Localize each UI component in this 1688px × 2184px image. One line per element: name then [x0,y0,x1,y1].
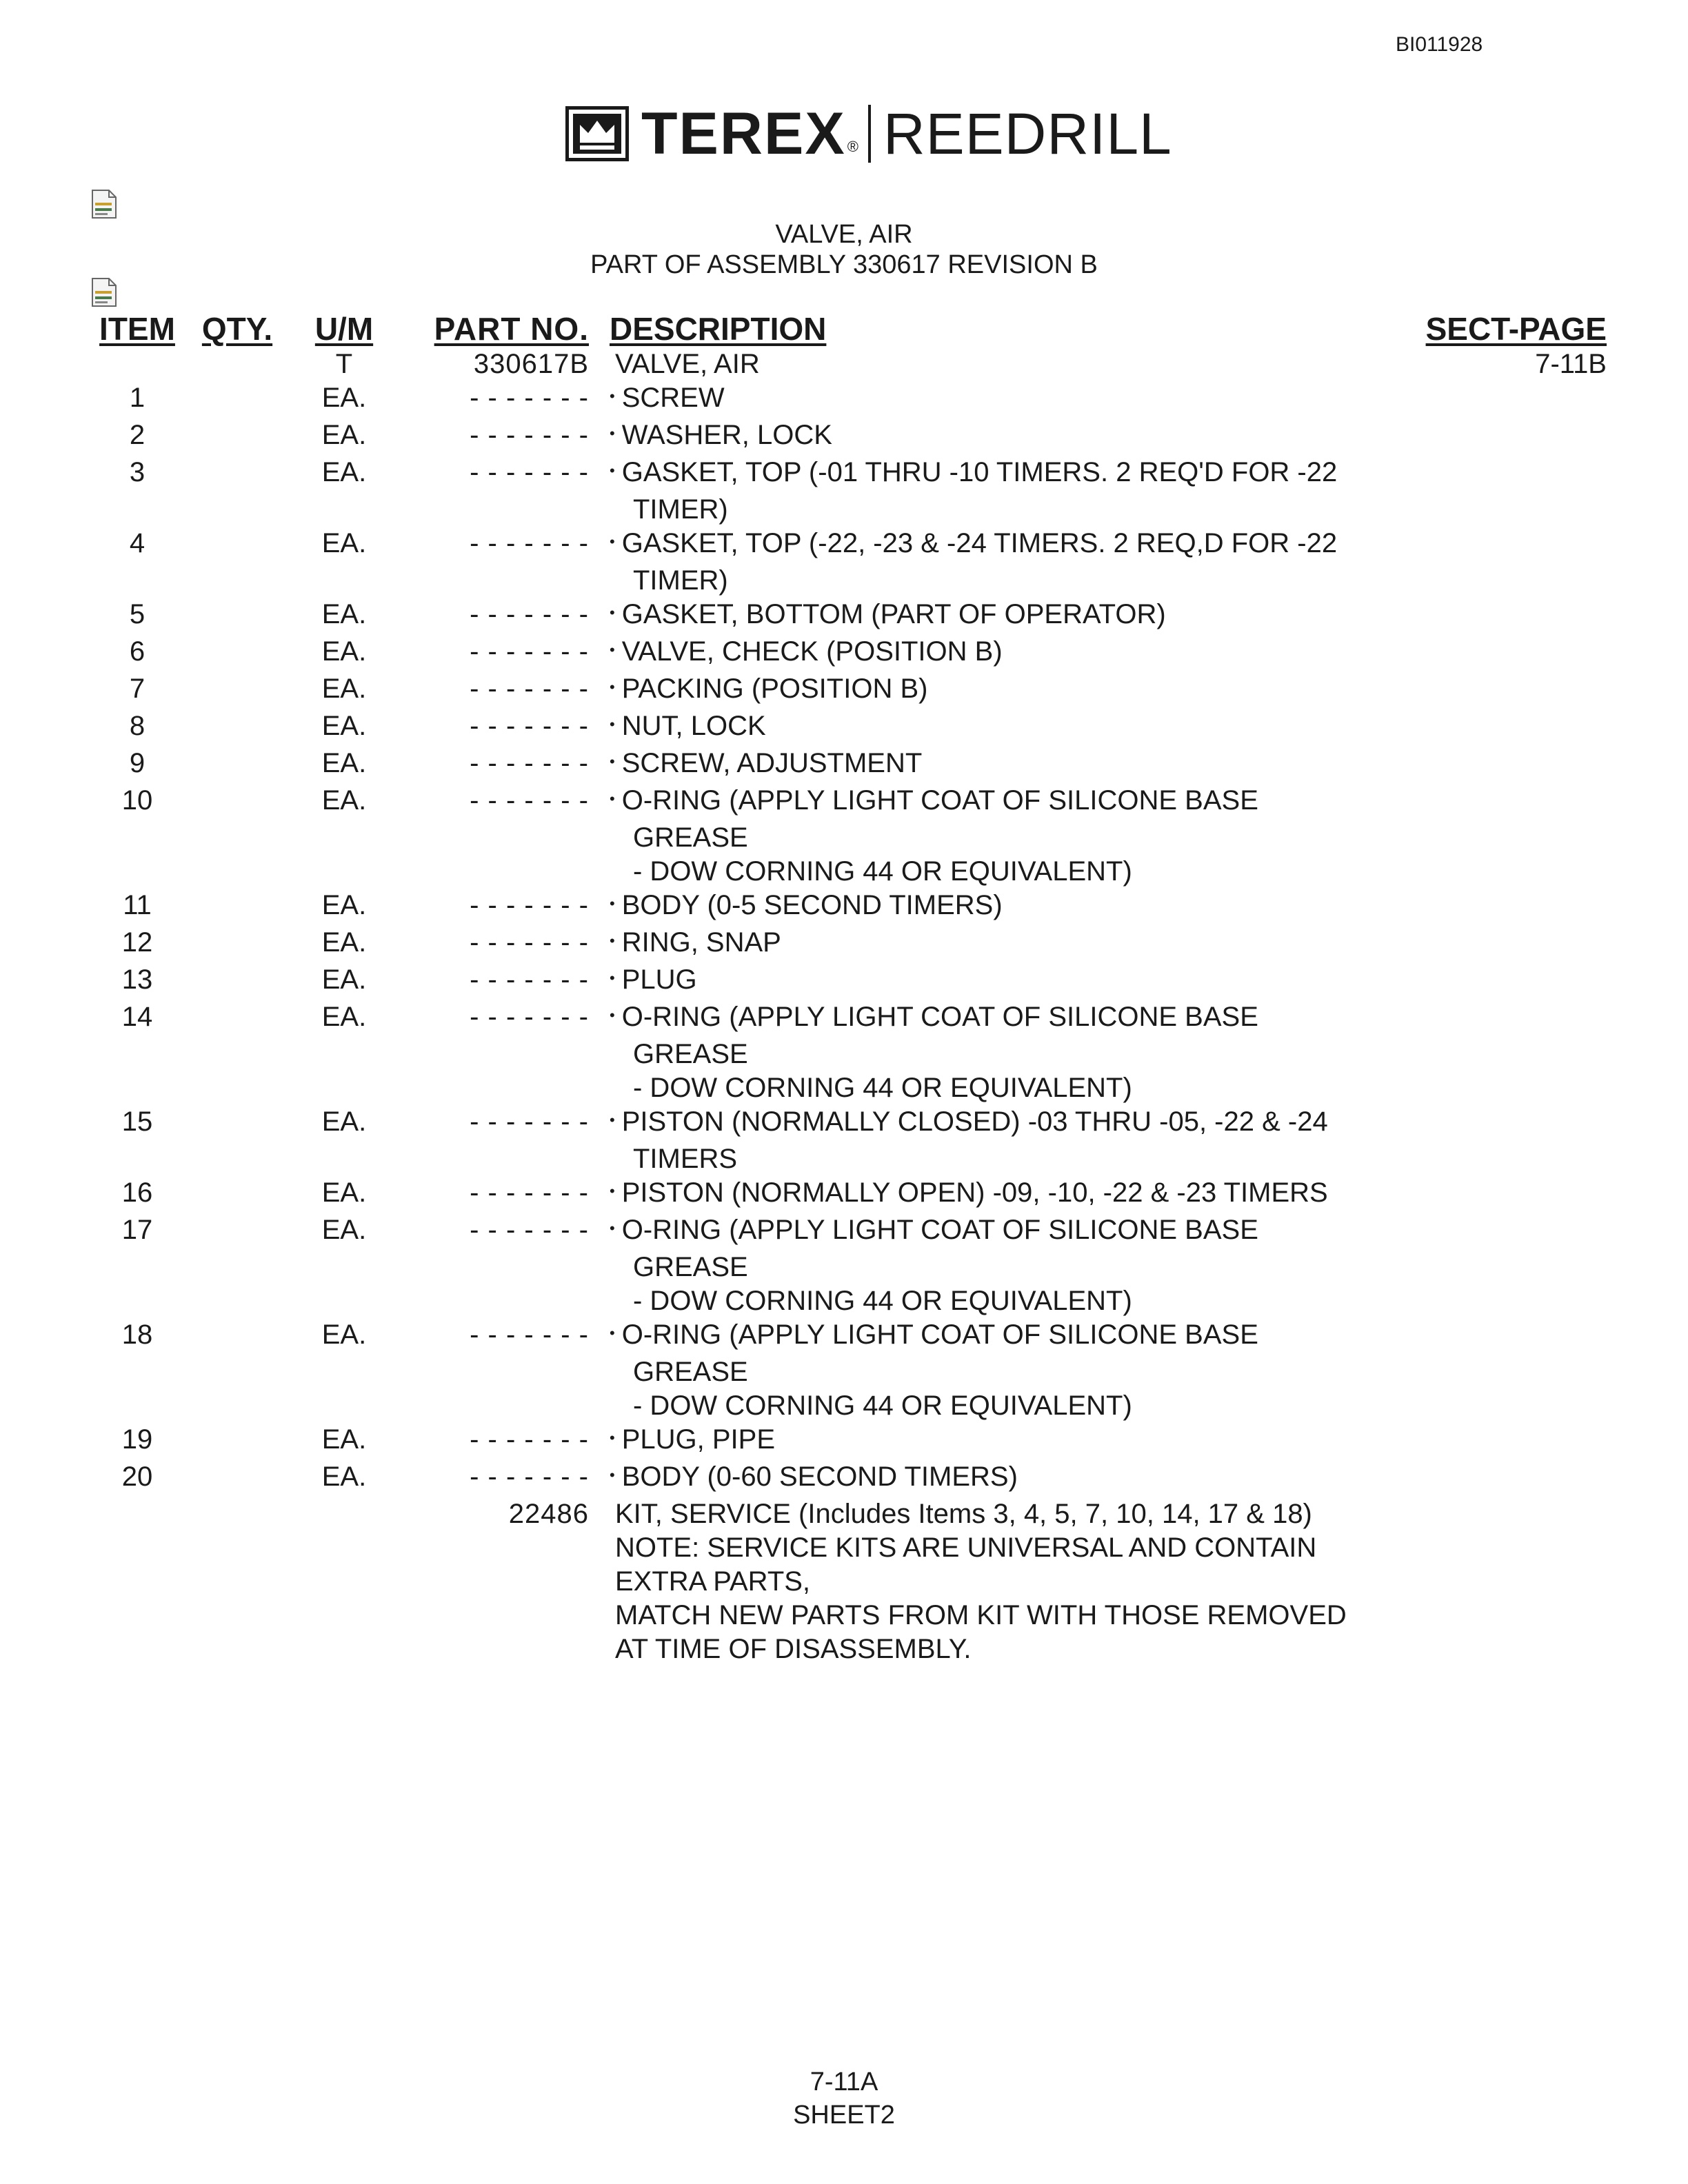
um-cell: EA. [321,1320,367,1350]
part-no-cell: - - - - - - - [470,1320,589,1350]
table-row [92,747,1637,784]
qty-cell [182,1497,292,1666]
page-subtitle: PART OF ASSEMBLY 330617 REVISION B [590,250,1098,279]
table-row [92,1460,1637,1497]
um-cell: EA. [321,890,367,920]
item-cell: 20 [121,1462,153,1492]
item-cell: 5 [129,599,145,629]
description-cell [589,527,1425,598]
part-no-cell: - - - - - - - [470,528,589,558]
part-no-cell: - - - - - - - [470,599,589,629]
description-cell [589,598,1425,635]
description-line: - DOW CORNING 44 OR EQUIVALENT) [633,1073,1132,1103]
item-cell: 4 [129,528,145,558]
part-no-cell: - - - - - - - [470,674,589,704]
item-cell: 15 [121,1106,153,1137]
document-id: BI011928 [1396,33,1483,56]
item-cell [92,1497,182,1666]
page-number: 7-11A [810,2067,878,2096]
sect-page-cell [1425,784,1637,889]
qty-cell [182,1460,292,1497]
sect-page-cell [1425,926,1637,963]
table-row [92,784,1637,889]
um-cell: EA. [321,1106,367,1137]
table-row [92,1176,1637,1213]
qty-cell [182,527,292,598]
description-cell [589,747,1425,784]
description-line: • GASKET, TOP (-01 THRU -10 TIMERS. 2 REQ'D FOR -22 [610,456,1425,493]
description-line: • PACKING (POSITION B) [610,672,1425,709]
description-line: AT TIME OF DISASSEMBLY. [615,1634,972,1664]
qty-cell [182,963,292,1000]
brand-terex: TEREX [641,101,846,167]
table-row [92,527,1637,598]
description-cell [589,418,1425,456]
description-cell [589,1105,1425,1176]
um-cell: EA. [321,711,367,741]
brand-reedrill: REEDRILL [883,101,1172,166]
item-cell: 6 [129,636,145,667]
table-row [92,635,1637,672]
description-cell [589,635,1425,672]
description-line: TIMER) [633,565,728,596]
table-row [92,456,1637,527]
part-no-cell: - - - - - - - [470,1462,589,1492]
description-line: • O-RING (APPLY LIGHT COAT OF SILICONE BASE [610,1318,1425,1355]
sect-page-cell [1425,381,1637,418]
qty-cell [182,1105,292,1176]
part-no-cell: - - - - - - - [470,1215,589,1245]
column-header-qty: QTY. [201,311,273,347]
description-cell [589,456,1425,527]
table-row [92,1105,1637,1176]
description-line: • NUT, LOCK [610,709,1425,747]
description-cell [589,1176,1425,1213]
item-cell: 10 [121,785,153,816]
um-cell: EA. [321,383,367,413]
sect-page-cell [1425,1176,1637,1213]
document-icon[interactable] [91,277,117,307]
column-header-description: DESCRIPTION [610,311,827,347]
table-row [92,963,1637,1000]
sect-page-cell [1425,963,1637,1000]
table-body [92,347,1637,1666]
sect-page-cell [1425,598,1637,635]
description-line: GREASE [633,1039,748,1069]
page-title: VALVE, AIR [775,220,913,249]
qty-cell [182,456,292,527]
qty-cell [182,418,292,456]
description-line: GREASE [633,1357,748,1387]
part-no-cell: - - - - - - - [470,1106,589,1137]
description-cell [589,1423,1425,1460]
um-cell: EA. [321,1424,367,1455]
title-block [0,219,1688,280]
um-cell: EA. [321,748,367,778]
qty-cell [182,381,292,418]
qty-cell [182,598,292,635]
page-footer [0,2065,1688,2132]
description-cell [589,1213,1425,1318]
item-cell: 1 [129,383,145,413]
description-line: KIT, SERVICE (Includes Items 3, 4, 5, 7, 10, 14, 17 & 18) [615,1499,1312,1529]
item-cell: 12 [121,927,153,958]
description-line: • PISTON (NORMALLY CLOSED) -03 THRU -05, -22 & -24 [610,1105,1425,1142]
part-no-cell: - - - - - - - [470,785,589,816]
um-cell: EA. [321,1215,367,1245]
description-line: - DOW CORNING 44 OR EQUIVALENT) [633,856,1132,887]
table-row [92,1000,1637,1105]
description-line: • BODY (0-60 SECOND TIMERS) [610,1460,1425,1497]
um-cell: EA. [321,1462,367,1492]
item-cell [92,347,182,381]
um-cell: EA. [321,528,367,558]
um-cell [292,1497,396,1666]
table-row [92,347,1637,381]
table-row [92,1318,1637,1423]
description-line: • PLUG, PIPE [610,1423,1425,1460]
column-header-um: U/M [314,311,374,347]
description-cell [589,709,1425,747]
item-cell: 14 [121,1002,153,1032]
table-row [92,1423,1637,1460]
description-cell [589,926,1425,963]
description-line: GREASE [633,1252,748,1282]
sect-page-cell [1425,1497,1637,1666]
qty-cell [182,672,292,709]
sect-page-cell [1425,1460,1637,1497]
description-cell [589,1318,1425,1423]
um-cell: EA. [321,599,367,629]
terex-reedrill-logo [565,101,1172,167]
item-cell: 11 [123,890,152,920]
sect-page-cell [1425,709,1637,747]
description-line: • SCREW [610,381,1425,418]
description-cell [589,672,1425,709]
table-row [92,889,1637,926]
description-line: • O-RING (APPLY LIGHT COAT OF SILICONE BASE [610,1213,1425,1251]
part-no-cell: - - - - - - - [470,890,589,920]
sect-page-cell [1425,418,1637,456]
description-line: NOTE: SERVICE KITS ARE UNIVERSAL AND CONTAIN [615,1533,1317,1563]
part-no-cell: - - - - - - - [470,964,589,995]
um-cell: EA. [321,964,367,995]
um-cell: EA. [321,457,367,487]
item-cell: 13 [121,964,153,995]
part-no-cell: - - - - - - - [470,1002,589,1032]
sect-page-cell [1425,635,1637,672]
sect-page-cell [1425,527,1637,598]
part-no-cell: - - - - - - - [470,636,589,667]
description-line: • O-RING (APPLY LIGHT COAT OF SILICONE BASE [610,784,1425,821]
description-line: • GASKET, TOP (-22, -23 & -24 TIMERS. 2 REQ,D FOR -22 [610,527,1425,564]
um-cell: EA. [321,927,367,958]
item-cell: 18 [121,1320,153,1350]
description-line: GREASE [633,822,748,853]
registered-mark: ® [847,138,858,155]
part-no-cell: - - - - - - - [470,927,589,958]
description-cell [589,1460,1425,1497]
part-no-cell: - - - - - - - [470,1177,589,1208]
item-cell: 7 [129,674,145,704]
um-cell: T [335,349,353,379]
sect-page-cell [1425,456,1637,527]
table-row [92,926,1637,963]
description-cell [589,347,1425,381]
column-header-item: ITEM [99,311,175,347]
description-line: • PISTON (NORMALLY OPEN) -09, -10, -22 & -23 TIMERS [610,1176,1425,1213]
description-line: • VALVE, CHECK (POSITION B) [610,635,1425,672]
qty-cell [182,347,292,381]
description-line: • RING, SNAP [610,926,1425,963]
description-cell [589,784,1425,889]
description-line: • WASHER, LOCK [610,418,1425,456]
part-no-cell: - - - - - - - [470,711,589,741]
item-cell: 9 [129,748,145,778]
sect-page-cell: 7-11B [1535,349,1607,379]
description-line: • GASKET, BOTTOM (PART OF OPERATOR) [610,598,1425,635]
description-cell [589,1000,1425,1105]
description-line: • PLUG [610,963,1425,1000]
table-row [92,709,1637,747]
logo-divider [868,105,871,163]
part-no-cell: 22486 [508,1499,589,1529]
sect-page-cell [1425,1213,1637,1318]
sect-page-cell [1425,747,1637,784]
table-header [92,306,1637,347]
description-line: EXTRA PARTS, [615,1566,811,1597]
column-header-sect-page: SECT-PAGE [1425,311,1607,347]
description-line: • O-RING (APPLY LIGHT COAT OF SILICONE BASE [610,1000,1425,1038]
part-no-cell: - - - - - - - [470,457,589,487]
item-cell: 19 [121,1424,153,1455]
description-line: MATCH NEW PARTS FROM KIT WITH THOSE REMOVED [615,1600,1347,1630]
um-cell: EA. [321,420,367,450]
qty-cell [182,1000,292,1105]
table-row [92,418,1637,456]
item-cell: 17 [121,1215,153,1245]
part-no-cell: - - - - - - - [470,748,589,778]
qty-cell [182,1176,292,1213]
item-cell: 3 [129,457,145,487]
qty-cell [182,889,292,926]
parts-table [92,306,1637,1666]
um-cell: EA. [321,1002,367,1032]
um-cell: EA. [321,636,367,667]
um-cell: EA. [321,674,367,704]
terex-crown-icon [565,106,629,161]
sect-page-cell [1425,1423,1637,1460]
sheet-number: SHEET2 [793,2101,895,2130]
qty-cell [182,926,292,963]
description-cell [589,889,1425,926]
sect-page-cell [1425,889,1637,926]
um-cell: EA. [321,785,367,816]
description-line: • SCREW, ADJUSTMENT [610,747,1425,784]
item-cell: 8 [129,711,145,741]
item-cell: 16 [121,1177,153,1208]
sect-page-cell [1425,1318,1637,1423]
table-row [92,1497,1637,1666]
table-row [92,598,1637,635]
part-no-cell: - - - - - - - [470,383,589,413]
table-row [92,1213,1637,1318]
qty-cell [182,1318,292,1423]
document-icon[interactable] [91,189,117,219]
table-row [92,381,1637,418]
description-cell [589,381,1425,418]
description-line: TIMER) [633,494,728,525]
sect-page-cell [1425,672,1637,709]
qty-cell [182,1423,292,1460]
description-cell [589,963,1425,1000]
description-line: - DOW CORNING 44 OR EQUIVALENT) [633,1286,1132,1316]
qty-cell [182,635,292,672]
description-cell [589,1497,1425,1666]
qty-cell [182,1213,292,1318]
description-line: TIMERS [633,1144,738,1174]
sect-page-cell [1425,1105,1637,1176]
item-cell: 2 [129,420,145,450]
qty-cell [182,709,292,747]
description-line: • BODY (0-5 SECOND TIMERS) [610,889,1425,926]
description-line: - DOW CORNING 44 OR EQUIVALENT) [633,1391,1132,1421]
description-line: VALVE, AIR [615,349,760,379]
column-header-part-no: PART NO. [434,311,589,347]
part-no-cell: - - - - - - - [470,1424,589,1455]
um-cell: EA. [321,1177,367,1208]
part-no-cell: - - - - - - - [470,420,589,450]
qty-cell [182,784,292,889]
qty-cell [182,747,292,784]
part-no-cell: 330617B [473,349,589,379]
table-row [92,672,1637,709]
sect-page-cell [1425,1000,1637,1105]
